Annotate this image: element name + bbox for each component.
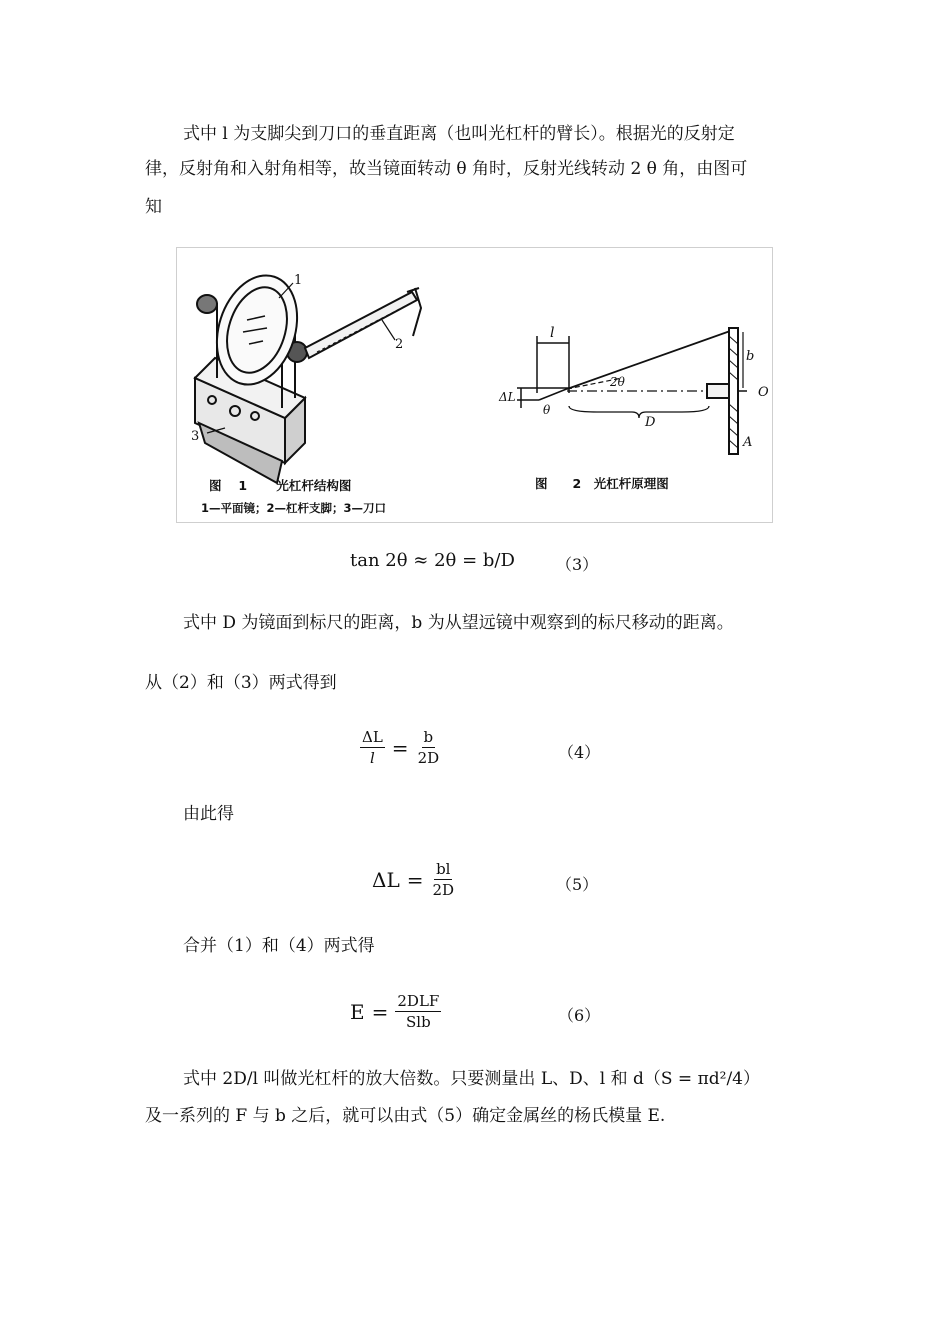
eq5-rhs-num: bl [436,860,451,878]
para2: 式中 D 为镜面到标尺的距离，b 为从望远镜中观察到的标尺移动的距离。 [183,613,734,633]
fig1-label-1: 1 [294,273,303,288]
para5: 合并（1）和（4）两式得 [183,936,375,956]
fig1-legend: 1—平面镜；2—杠杆支脚；3—刀口 [201,501,387,515]
eq5-equals: = [406,867,424,892]
para1-line1: 式中 l 为支脚尖到刀口的垂直距离（也叫光杠杆的臂长）。根据光的反射定 [183,124,735,144]
equation-5 [372,860,456,899]
equation-5-number: （5） [556,875,599,894]
eq4-rhs-num: b [423,728,434,746]
eq6-equals: = [371,999,389,1024]
para6-line2: 及一系列的 F 与 b 之后，就可以由式（5）确定金属丝的杨氏模量 E. [145,1106,666,1126]
fig2-label-b: b [746,349,755,364]
fig1-caption: 图 1 光杠杆结构图 [209,478,352,493]
fig2-principle-drawing [517,328,747,454]
eq6-rhs-den: Slb [406,1013,431,1031]
para4: 由此得 [183,804,234,824]
para1-line3: 知 [145,197,162,217]
fig1-structure-drawing [195,265,421,483]
equation-4-number: （4） [558,743,601,762]
equation-4 [360,728,441,767]
eq6-rhs-fraction [395,992,441,1031]
eq5-rhs-fraction [431,860,457,899]
eq4-equals: = [391,735,409,760]
fig2-label-l: l [550,325,555,341]
para3: 从（2）和（3）两式得到 [145,673,337,693]
para1-line2: 律，反射角和入射角相等，故当镜面转动 θ 角时，反射光线转动 2 θ 角，由图可 [145,159,748,179]
fig2-label-O: O [758,385,769,400]
eq5-rhs-den: 2D [432,881,455,899]
fig2-label-theta: θ [543,403,551,417]
fig2-caption: 图 2 光杠杆原理图 [535,476,669,491]
eq4-rhs-den: 2D [417,749,440,767]
eq4-lhs-fraction [360,728,385,767]
equation-3 [350,550,515,571]
equation-3-body: tan 2θ ≈ 2θ = b/D [350,550,515,571]
fig2-label-2theta: 2θ [610,375,625,389]
para6-area-formula: S = πd²/4 [660,1069,743,1089]
para6-line1-text: 式中 2D/l 叫做光杠杆的放大倍数。只要测量出 L、D、l 和 d（ [183,1069,661,1089]
fig2-label-A: A [743,435,753,450]
fig1-label-2: 2 [395,337,404,352]
fig2-label-D: D [645,415,656,430]
equation-6-number: （6） [558,1006,601,1025]
equation-3-number: （3） [556,555,599,574]
eq4-lhs-den: l [369,749,375,767]
eq4-rhs-fraction [416,728,442,767]
eq5-lhs: ΔL [372,867,400,892]
optical-lever-figure [176,247,773,523]
fig1-label-3: 3 [191,429,200,444]
fig2-label-dL: ΔL [499,390,516,404]
para6-line1 [183,1068,760,1090]
eq6-lhs: E [350,999,365,1024]
para6-line1-end: ） [743,1069,760,1089]
eq4-lhs-num: ΔL [362,728,383,746]
eq6-rhs-num: 2DLF [397,992,440,1010]
equation-6 [350,992,441,1031]
